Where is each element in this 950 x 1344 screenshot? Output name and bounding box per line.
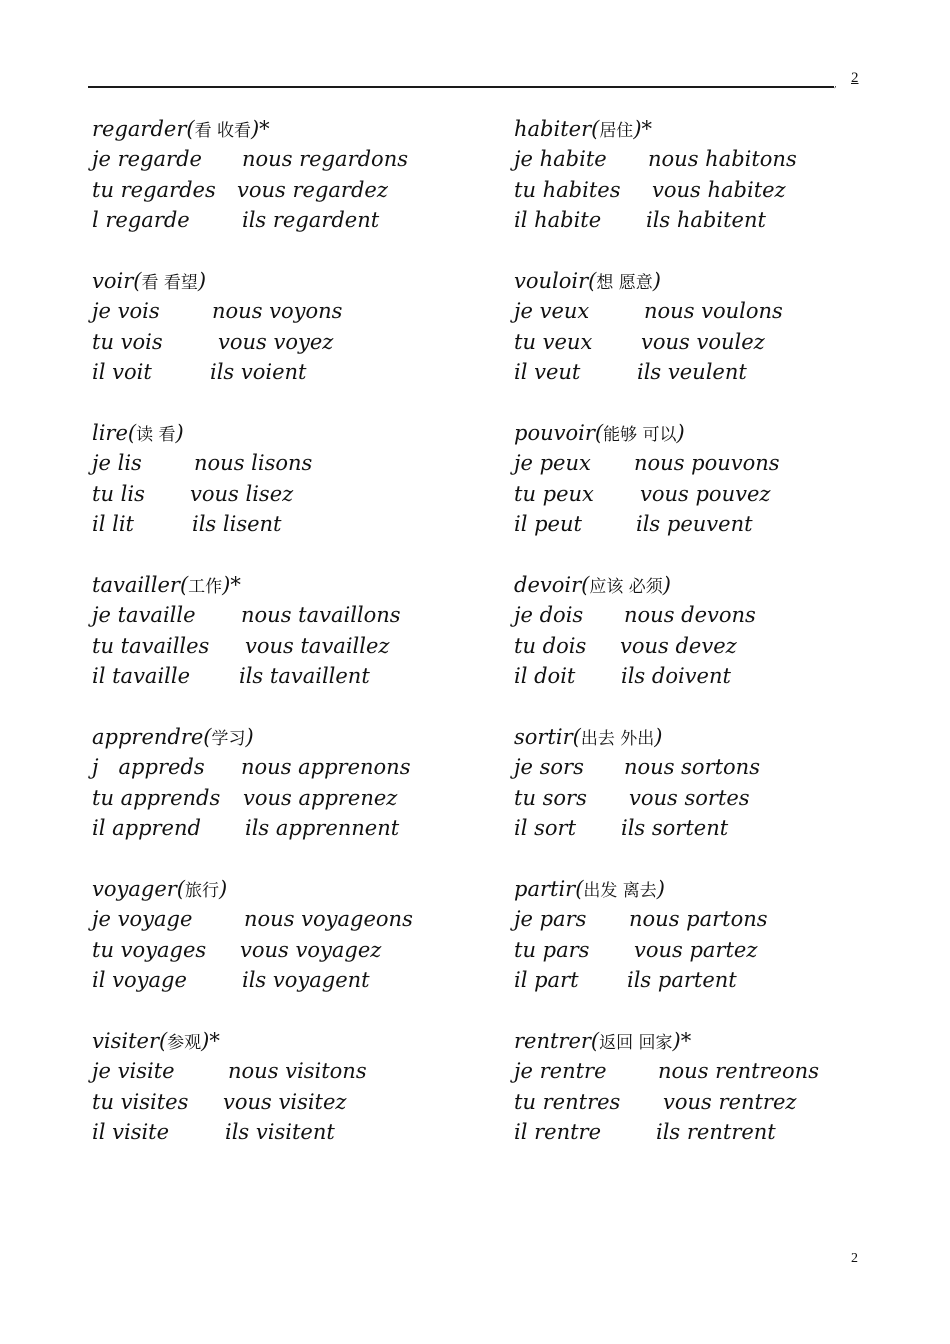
conjugation-row: tu regardes vous regardez <box>92 177 388 202</box>
verb-title: voyager(旅行) <box>92 877 228 901</box>
verb-title: habiter(居住)* <box>514 117 653 141</box>
verb-block <box>514 874 768 1026</box>
header-page-number: 2 <box>851 70 859 86</box>
conjugation-row: je tavaille nous tavaillons <box>92 603 401 628</box>
footer-page-number: 2 <box>851 1251 858 1266</box>
conjugation-row: tu sors vous sortes <box>514 785 750 810</box>
verb-block <box>514 1026 819 1178</box>
verb-title: devoir(应该 必须) <box>514 573 671 597</box>
conjugation-row: tu tavailles vous tavaillez <box>92 633 390 658</box>
verb-block <box>92 722 411 874</box>
conjugation-row: il part ils partent <box>514 967 737 992</box>
verb-block <box>92 266 343 418</box>
verb-title: regarder(看 收看)* <box>92 117 270 141</box>
header-tick: , <box>834 80 837 90</box>
verb-title: tavailler(工作)* <box>92 573 241 597</box>
conjugation-row: je sors nous sortons <box>514 755 760 780</box>
header-rule <box>88 86 834 88</box>
conjugation-row: tu lis vous lisez <box>92 481 294 506</box>
conjugation-row: tu apprends vous apprenez <box>92 785 398 810</box>
verb-block <box>92 874 413 1026</box>
right-column <box>514 114 819 1178</box>
verb-block <box>514 418 780 570</box>
verb-block <box>92 418 313 570</box>
verb-title: pouvoir(能够 可以) <box>514 421 685 445</box>
conjugation-row: tu rentres vous rentrez <box>514 1089 797 1114</box>
conjugation-row: il habite ils habitent <box>514 207 766 232</box>
conjugation-row: tu pars vous partez <box>514 937 758 962</box>
conjugation-row: je habite nous habitons <box>514 147 797 172</box>
verb-title: partir(出发 离去) <box>514 877 665 901</box>
conjugation-row: tu habites vous habitez <box>514 177 786 202</box>
conjugation-row: je dois nous devons <box>514 603 756 628</box>
verb-title: lire(读 看) <box>92 421 184 445</box>
verb-title: sortir(出去 外出) <box>514 725 663 749</box>
verb-block <box>92 1026 367 1178</box>
conjugation-row: je peux nous pouvons <box>514 451 780 476</box>
conjugation-row: il visite ils visitent <box>92 1119 335 1144</box>
conjugation-row: il tavaille ils tavaillent <box>92 663 370 688</box>
conjugation-row: tu dois vous devez <box>514 633 737 658</box>
conjugation-row: tu veux vous voulez <box>514 329 765 354</box>
conjugation-row: j appreds nous apprenons <box>92 755 411 780</box>
verb-block <box>92 114 409 266</box>
conjugation-row: il veut ils veulent <box>514 359 747 384</box>
verb-block <box>92 570 401 722</box>
conjugation-row: tu visites vous visitez <box>92 1089 347 1114</box>
verb-title: rentrer(返回 回家)* <box>514 1029 692 1053</box>
conjugation-row: je vois nous voyons <box>92 299 343 324</box>
conjugation-row: je voyage nous voyageons <box>92 907 413 932</box>
conjugation-row: il sort ils sortent <box>514 815 729 840</box>
verb-block <box>514 570 756 722</box>
conjugation-row: je veux nous voulons <box>514 299 783 324</box>
conjugation-row: il peut ils peuvent <box>514 511 753 536</box>
conjugation-row: je lis nous lisons <box>92 451 313 476</box>
conjugation-row: je regarde nous regardons <box>92 147 409 172</box>
conjugation-row: je rentre nous rentreons <box>514 1059 819 1084</box>
verb-title: apprendre(学习) <box>92 725 254 749</box>
conjugation-row: il rentre ils rentrent <box>514 1119 776 1144</box>
conjugation-row: il lit ils lisent <box>92 511 282 536</box>
verb-title: voir(看 看望) <box>92 269 207 293</box>
verb-block <box>514 722 760 874</box>
conjugation-row: je visite nous visitons <box>92 1059 367 1084</box>
conjugation-row: je pars nous partons <box>514 907 768 932</box>
left-column <box>92 114 413 1178</box>
conjugation-row: il voit ils voient <box>92 359 307 384</box>
conjugation-row: il doit ils doivent <box>514 663 731 688</box>
conjugation-row: l regarde ils regardent <box>92 207 380 232</box>
conjugation-row: tu peux vous pouvez <box>514 481 771 506</box>
verb-title: vouloir(想 愿意) <box>514 269 661 293</box>
conjugation-row: il voyage ils voyagent <box>92 967 370 992</box>
verb-block <box>514 266 783 418</box>
conjugation-row: tu vois vous voyez <box>92 329 334 354</box>
verb-title: visiter(参观)* <box>92 1029 220 1053</box>
verb-block <box>514 114 797 266</box>
conjugation-row: il apprend ils apprennent <box>92 815 400 840</box>
conjugation-row: tu voyages vous voyagez <box>92 937 382 962</box>
